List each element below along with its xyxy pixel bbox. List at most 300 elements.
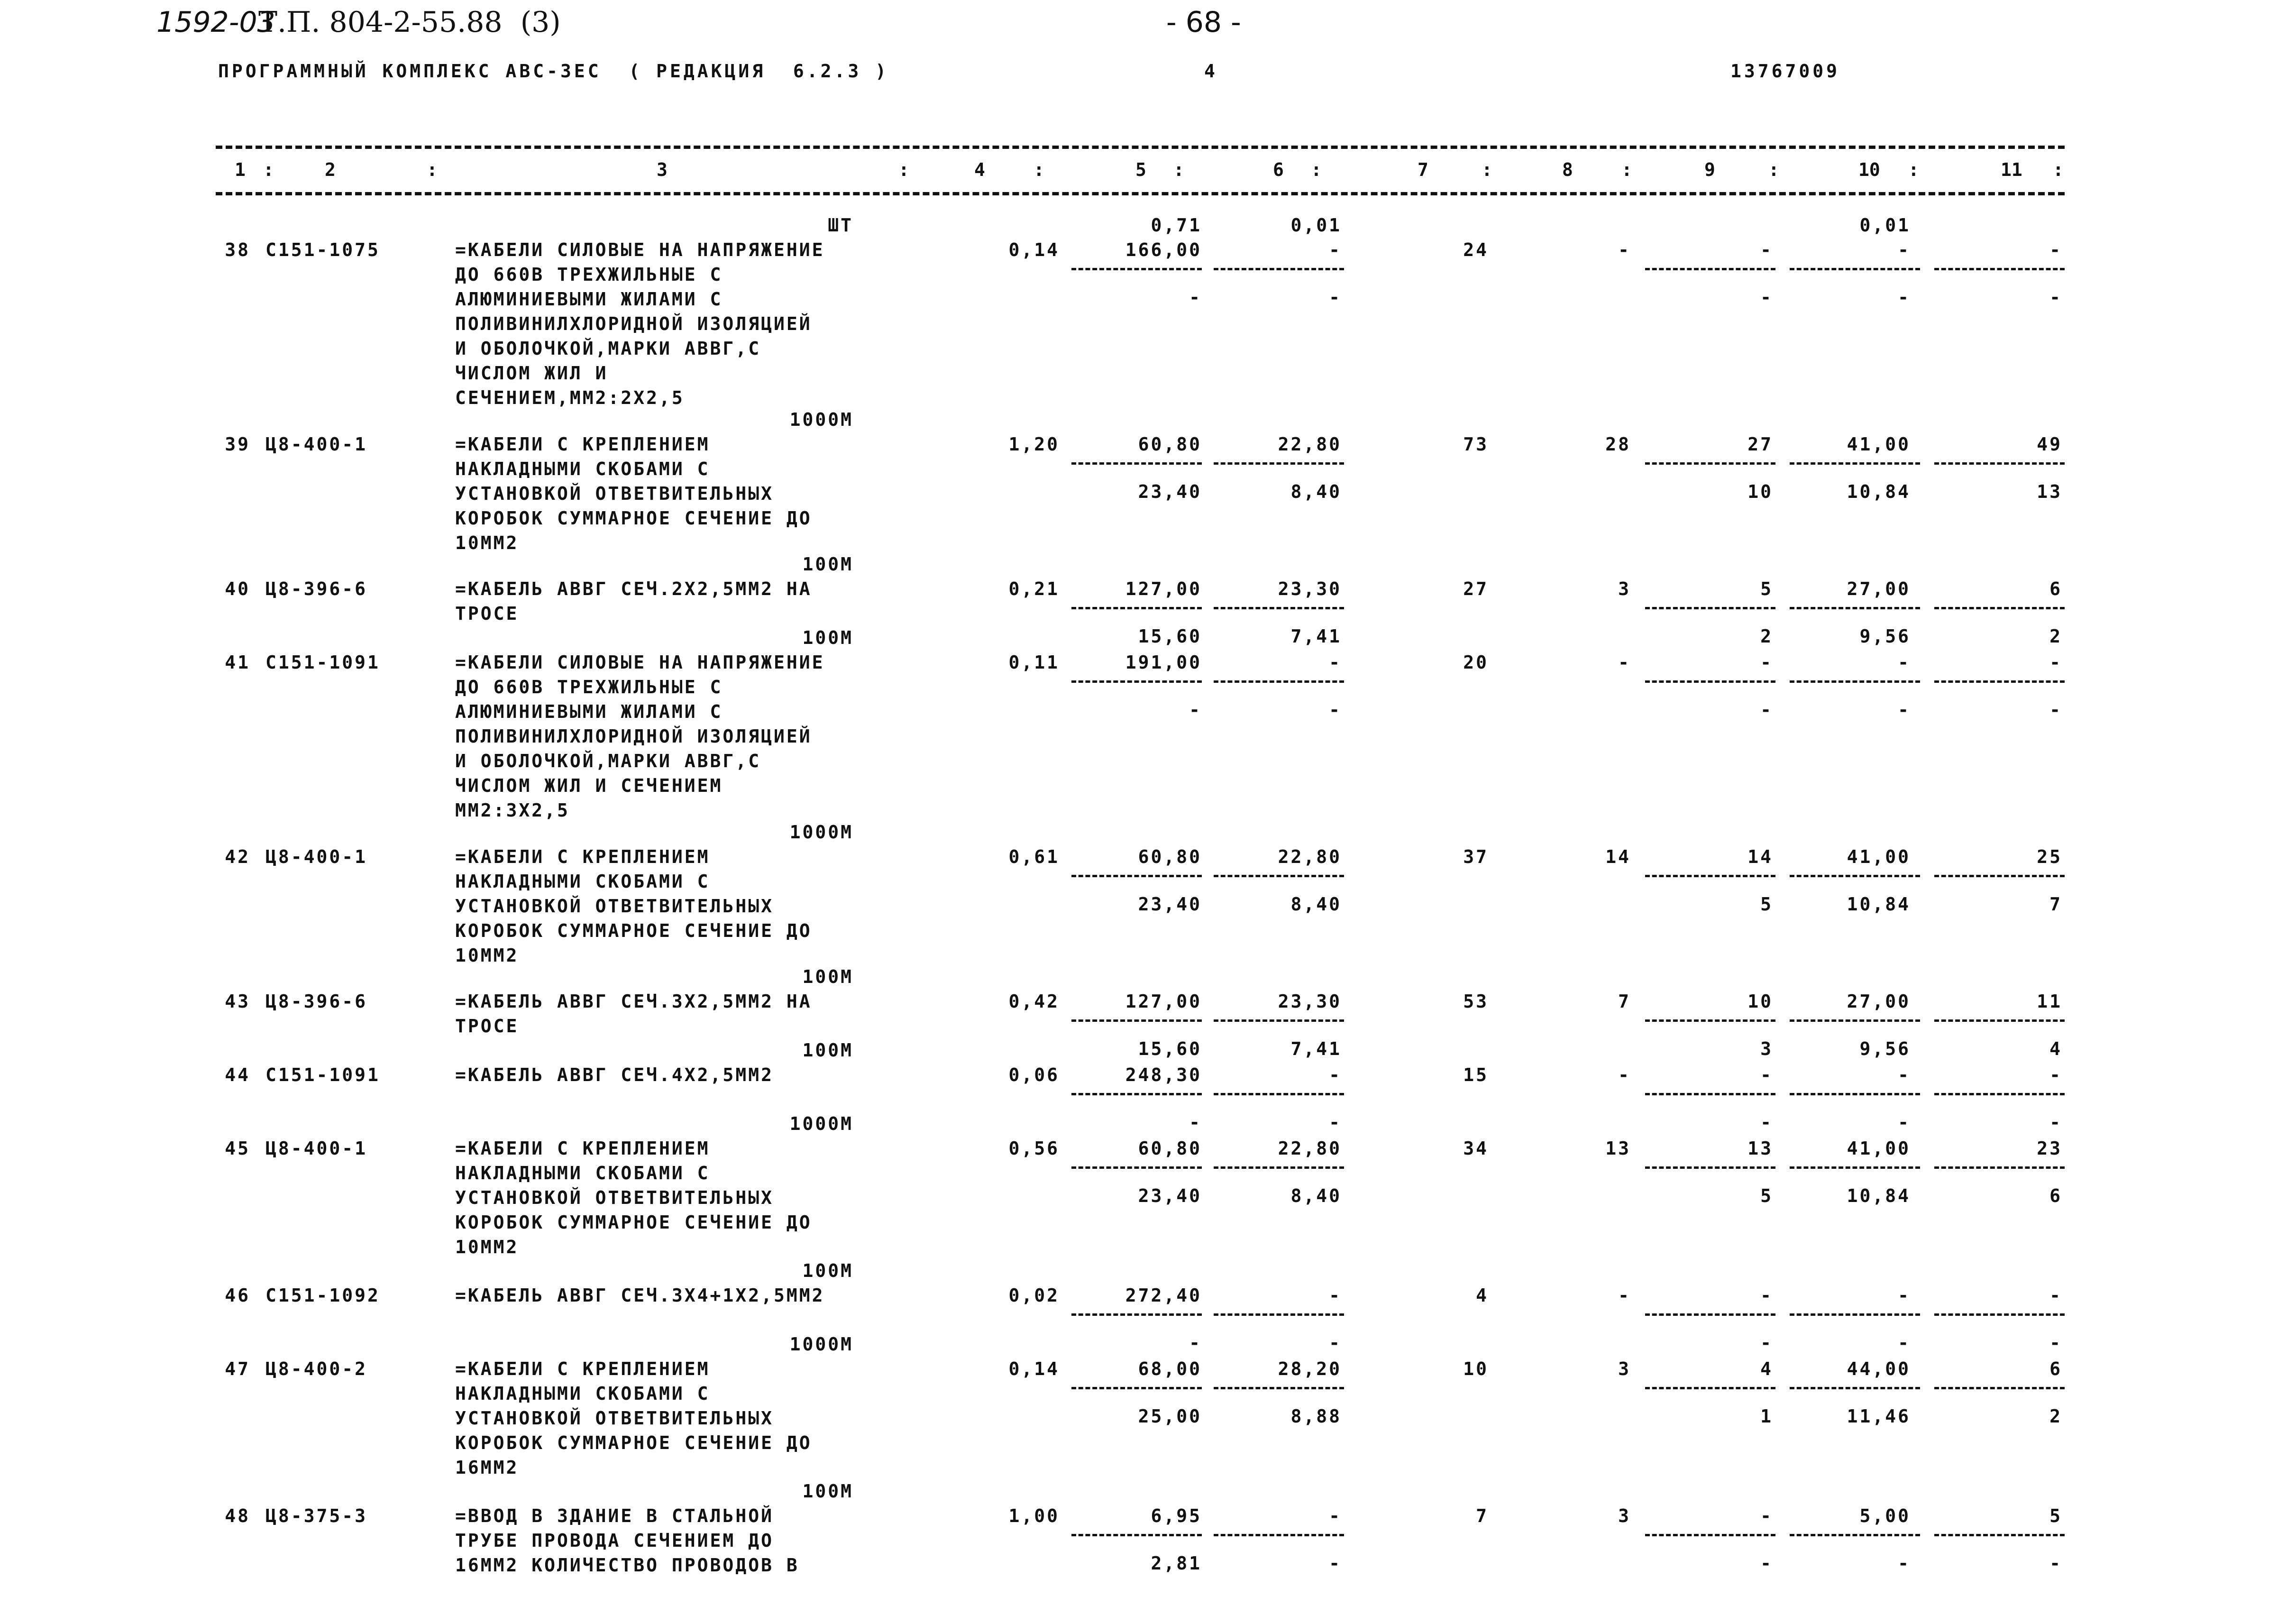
cell-col9-bottom: -: [1760, 699, 1773, 720]
column-header-4: 4: [974, 159, 985, 180]
item-description-line: =КАБЕЛЬ АВВГ СЕЧ.3Х2,5ММ2 НА: [455, 991, 812, 1012]
cell-col10: 5,00: [1859, 1505, 1911, 1526]
cell-col6: 22,80: [1278, 846, 1342, 867]
cell-col5-bottom: -: [1189, 1332, 1202, 1353]
subtotal-separator: [1645, 680, 1775, 683]
cell-col5: 60,80: [1138, 1138, 1202, 1159]
unit-of-measure: 100М: [802, 966, 853, 987]
row-number: 44: [225, 1064, 250, 1085]
cell-col9: -: [1760, 652, 1773, 673]
item-description-line: АЛЮМИНИЕВЫМИ ЖИЛАМИ С: [455, 701, 723, 722]
cell-col10-bottom: 9,56: [1859, 1038, 1911, 1059]
subtotal-separator: [1214, 607, 1344, 609]
cell-col9-bottom: 5: [1760, 1185, 1773, 1206]
cell-col4: 0,56: [1008, 1138, 1060, 1159]
subtotal-separator: [1790, 1093, 1920, 1095]
price-code: Ц8-400-1: [265, 846, 368, 867]
item-description-line: ТРОСЕ: [455, 603, 519, 624]
column-separator: :: [2053, 159, 2064, 180]
cell-col4: 0,11: [1008, 652, 1060, 673]
cell-col5-top: 0,71: [1151, 215, 1202, 236]
item-description-line: ТРУБЕ ПРОВОДА СЕЧЕНИЕМ ДО: [455, 1530, 774, 1551]
cell-col10-bottom: 9,56: [1859, 626, 1911, 647]
cell-col11: 49: [2037, 434, 2062, 455]
program-title: ПРОГРАММНЫЙ КОМПЛЕКС АВС-ЗЕС ( РЕДАКЦИЯ 6.2.3 ): [218, 61, 889, 82]
column-header-7: 7: [1418, 159, 1428, 180]
cell-col4: 1,00: [1008, 1505, 1060, 1526]
cell-col9: 27: [1747, 434, 1773, 455]
item-description-line: ММ2:3Х2,5: [455, 800, 570, 821]
item-description-line: 16ММ2 КОЛИЧЕСТВО ПРОВОДОВ В: [455, 1555, 799, 1576]
item-description-line: =КАБЕЛИ С КРЕПЛЕНИЕМ: [455, 1358, 710, 1379]
cell-col11-bottom: -: [2049, 1332, 2062, 1353]
cell-col6: 28,20: [1278, 1358, 1342, 1379]
cell-col11: 6: [2049, 1358, 2062, 1379]
cell-col6: -: [1329, 239, 1342, 260]
cell-col6: -: [1329, 1064, 1342, 1085]
cell-col6-bottom: 8,40: [1290, 894, 1342, 915]
subtotal-separator: [1071, 268, 1202, 270]
cell-col9: 5: [1760, 578, 1773, 599]
price-code: С151-1075: [265, 239, 380, 260]
subtotal-separator: [1071, 1093, 1202, 1095]
item-description-line: ДО 660В ТРЕХЖИЛЬНЫЕ С: [455, 677, 723, 697]
cell-col5-bottom: 15,60: [1138, 1038, 1202, 1059]
subtotal-separator: [1071, 462, 1202, 465]
cell-col8: 14: [1605, 846, 1631, 867]
item-description-line: УСТАНОВКОЙ ОТВЕТВИТЕЛЬНЫХ: [455, 896, 774, 917]
row-number: 40: [225, 578, 250, 599]
item-description-line: СЕЧЕНИЕМ,ММ2:2Х2,5: [455, 387, 685, 408]
subtotal-separator: [1934, 1387, 2065, 1389]
cell-col4: 0,02: [1008, 1285, 1060, 1306]
document-code: 1592-03: [156, 6, 275, 39]
cell-col10-bottom: -: [1898, 287, 1911, 308]
subtotal-separator: [1214, 268, 1344, 270]
cell-col5: 272,40: [1125, 1285, 1202, 1306]
item-description-line: ЧИСЛОМ ЖИЛ И: [455, 363, 608, 384]
cell-col5-bottom: -: [1189, 1112, 1202, 1133]
cell-col9: -: [1760, 1505, 1773, 1526]
cell-col6-bottom: -: [1329, 287, 1342, 308]
cell-col11-bottom: -: [2049, 699, 2062, 720]
subtotal-separator: [1645, 607, 1775, 609]
column-separator: :: [427, 159, 438, 180]
cell-col8: -: [1618, 1285, 1631, 1306]
column-header-10: 10: [1858, 159, 1880, 180]
subtotal-separator: [1790, 680, 1920, 683]
item-description-line: И ОБОЛОЧКОЙ,МАРКИ АВВГ,С: [455, 338, 761, 359]
cell-col5-bottom: 2,81: [1151, 1553, 1202, 1574]
subtotal-separator: [1934, 1313, 2065, 1316]
subtotal-separator: [1934, 875, 2065, 877]
item-description-line: НАКЛАДНЫМИ СКОБАМИ С: [455, 1163, 710, 1184]
column-separator: :: [263, 159, 274, 180]
item-description-line: НАКЛАДНЫМИ СКОБАМИ С: [455, 871, 710, 892]
cell-col9: -: [1760, 1064, 1773, 1085]
column-header-3: 3: [657, 159, 668, 180]
sheet-number: 4: [1204, 61, 1215, 82]
cell-col8: 3: [1618, 1505, 1631, 1526]
cell-col11-bottom: 13: [2037, 481, 2062, 502]
subtotal-separator: [1934, 1093, 2065, 1095]
column-separator: :: [1311, 159, 1322, 180]
cell-col4: 0,21: [1008, 578, 1060, 599]
cell-col11: -: [2049, 1285, 2062, 1306]
item-description-line: =КАБЕЛИ С КРЕПЛЕНИЕМ: [455, 1138, 710, 1159]
cell-col7: 34: [1463, 1138, 1489, 1159]
cell-col6: -: [1329, 1505, 1342, 1526]
cell-col9: 10: [1747, 991, 1773, 1012]
subtotal-separator: [1934, 462, 2065, 465]
subtotal-separator: [1790, 1534, 1920, 1536]
subtotal-separator: [1934, 1534, 2065, 1536]
cell-col6: 22,80: [1278, 1138, 1342, 1159]
cell-col10: 27,00: [1847, 991, 1911, 1012]
cell-col6-bottom: 8,40: [1290, 481, 1342, 502]
cell-col8: 13: [1605, 1138, 1631, 1159]
cell-col9-bottom: 5: [1760, 894, 1773, 915]
cell-col5-bottom: 23,40: [1138, 894, 1202, 915]
row-number: 46: [225, 1285, 250, 1306]
subtotal-separator: [1214, 1019, 1344, 1022]
subtotal-separator: [1645, 1019, 1775, 1022]
cell-col8: -: [1618, 1064, 1631, 1085]
cell-col11-bottom: -: [2049, 1112, 2062, 1133]
cell-col11: 6: [2049, 578, 2062, 599]
price-code: Ц8-400-2: [265, 1358, 368, 1379]
column-header-1: 1: [235, 159, 246, 180]
cell-col6-bottom: 7,41: [1290, 626, 1342, 647]
subtotal-separator: [1934, 607, 2065, 609]
subtotal-separator: [1214, 875, 1344, 877]
subtotal-separator: [1790, 1313, 1920, 1316]
cell-col11-bottom: 2: [2049, 626, 2062, 647]
price-code: Ц8-400-1: [265, 434, 368, 455]
cell-col11: 23: [2037, 1138, 2062, 1159]
unit-of-measure: ШТ: [828, 215, 853, 236]
cell-col4: 0,42: [1008, 991, 1060, 1012]
cell-col9: 14: [1747, 846, 1773, 867]
cell-col11: -: [2049, 239, 2062, 260]
subtotal-separator: [1214, 680, 1344, 683]
cell-col11-bottom: -: [2049, 287, 2062, 308]
subtotal-separator: [1934, 680, 2065, 683]
cell-col5: 60,80: [1138, 846, 1202, 867]
cell-col10: -: [1898, 1064, 1911, 1085]
unit-of-measure: 100М: [802, 1481, 853, 1502]
cell-col7: 20: [1463, 652, 1489, 673]
subtotal-separator: [1645, 875, 1775, 877]
cell-col7: 10: [1463, 1358, 1489, 1379]
cell-col6-bottom: 8,40: [1290, 1185, 1342, 1206]
unit-of-measure: 100М: [802, 1260, 853, 1281]
item-description-line: ПОЛИВИНИЛХЛОРИДНОЙ ИЗОЛЯЦИЕЙ: [455, 313, 812, 334]
row-number: 48: [225, 1505, 250, 1526]
cell-col7: 73: [1463, 434, 1489, 455]
unit-of-measure: 1000М: [789, 1113, 853, 1134]
cell-col11-bottom: 2: [2049, 1406, 2062, 1427]
cell-col11: -: [2049, 652, 2062, 673]
row-number: 38: [225, 239, 250, 260]
cell-col10: 41,00: [1847, 1138, 1911, 1159]
subtotal-separator: [1790, 875, 1920, 877]
item-description-line: =КАБЕЛИ С КРЕПЛЕНИЕМ: [455, 434, 710, 455]
subtotal-separator: [1071, 1166, 1202, 1169]
cell-col6-top: 0,01: [1290, 215, 1342, 236]
subtotal-separator: [1645, 1534, 1775, 1536]
column-separator: :: [1173, 159, 1184, 180]
cell-col7: 37: [1463, 846, 1489, 867]
cell-col10-bottom: 10,84: [1847, 1185, 1911, 1206]
subtotal-separator: [1790, 462, 1920, 465]
item-description-line: АЛЮМИНИЕВЫМИ ЖИЛАМИ С: [455, 289, 723, 310]
cell-col10: 41,00: [1847, 846, 1911, 867]
item-description-line: ТРОСЕ: [455, 1016, 519, 1037]
item-description-line: КОРОБОК СУММАРНОЕ СЕЧЕНИЕ ДО: [455, 1432, 812, 1453]
row-number: 43: [225, 991, 250, 1012]
cell-col10: -: [1898, 1285, 1911, 1306]
subtotal-separator: [1071, 875, 1202, 877]
unit-of-measure: 100М: [802, 554, 853, 575]
column-header-11: 11: [2001, 159, 2022, 180]
subtotal-separator: [1645, 1093, 1775, 1095]
price-code: Ц8-375-3: [265, 1505, 368, 1526]
price-code: С151-1092: [265, 1285, 380, 1306]
cell-col6-bottom: 8,88: [1290, 1406, 1342, 1427]
subtotal-separator: [1645, 1387, 1775, 1389]
table-top-rule: [216, 146, 2065, 149]
subtotal-separator: [1214, 1166, 1344, 1169]
cell-col5: 127,00: [1125, 991, 1202, 1012]
item-description-line: ЧИСЛОМ ЖИЛ И СЕЧЕНИЕМ: [455, 775, 723, 796]
unit-of-measure: 1000М: [789, 822, 853, 843]
cell-col5-bottom: 15,60: [1138, 626, 1202, 647]
cell-col4: 0,14: [1008, 239, 1060, 260]
cell-col11-bottom: 4: [2049, 1038, 2062, 1059]
cell-col6-bottom: 7,41: [1290, 1038, 1342, 1059]
cell-col11-bottom: -: [2049, 1553, 2062, 1574]
cell-col11-bottom: 6: [2049, 1185, 2062, 1206]
cell-col9: 4: [1760, 1358, 1773, 1379]
cell-col8: -: [1618, 652, 1631, 673]
row-number: 45: [225, 1138, 250, 1159]
subtotal-separator: [1645, 1313, 1775, 1316]
cell-col5-bottom: 25,00: [1138, 1406, 1202, 1427]
price-code: Ц8-400-1: [265, 1138, 368, 1159]
cell-col5-bottom: 23,40: [1138, 1185, 1202, 1206]
subtotal-separator: [1214, 462, 1344, 465]
cell-col4: 0,61: [1008, 846, 1060, 867]
cell-col10-bottom: -: [1898, 699, 1911, 720]
cell-col5: 60,80: [1138, 434, 1202, 455]
unit-of-measure: 1000М: [789, 409, 853, 430]
item-description-line: =КАБЕЛИ СИЛОВЫЕ НА НАПРЯЖЕНИЕ: [455, 652, 825, 673]
cell-col9-bottom: 3: [1760, 1038, 1773, 1059]
item-description-line: И ОБОЛОЧКОЙ,МАРКИ АВВГ,С: [455, 751, 761, 771]
item-description-line: =КАБЕЛЬ АВВГ СЕЧ.4Х2,5ММ2: [455, 1064, 774, 1085]
price-code: Ц8-396-6: [265, 991, 368, 1012]
unit-of-measure: 1000М: [789, 1334, 853, 1355]
subtotal-separator: [1790, 1387, 1920, 1389]
column-separator: :: [1768, 159, 1779, 180]
cell-col4: 0,14: [1008, 1358, 1060, 1379]
column-separator: :: [898, 159, 909, 180]
cell-col11: 11: [2037, 991, 2062, 1012]
cell-col5: 191,00: [1125, 652, 1202, 673]
cell-col10-bottom: -: [1898, 1332, 1911, 1353]
price-code: С151-1091: [265, 652, 380, 673]
cell-col11-bottom: 7: [2049, 894, 2062, 915]
item-description-line: 10ММ2: [455, 532, 519, 553]
subtotal-separator: [1071, 680, 1202, 683]
item-description-line: 16ММ2: [455, 1457, 519, 1478]
document-reference: Т.П. 804-2-55.88 (3): [258, 6, 561, 39]
column-separator: :: [1908, 159, 1919, 180]
item-description-line: ДО 660В ТРЕХЖИЛЬНЫЕ С: [455, 264, 723, 285]
cell-col10: -: [1898, 239, 1911, 260]
cell-col6-bottom: -: [1329, 1112, 1342, 1133]
price-code: Ц8-396-6: [265, 578, 368, 599]
cell-col7: 24: [1463, 239, 1489, 260]
item-description-line: =ВВОД В ЗДАНИЕ В СТАЛЬНОЙ: [455, 1505, 774, 1526]
subtotal-separator: [1071, 1387, 1202, 1389]
subtotal-separator: [1071, 1313, 1202, 1316]
cell-col6-bottom: -: [1329, 1553, 1342, 1574]
item-description-line: НАКЛАДНЫМИ СКОБАМИ С: [455, 459, 710, 479]
item-description-line: =КАБЕЛИ СИЛОВЫЕ НА НАПРЯЖЕНИЕ: [455, 239, 825, 260]
cell-col8: 3: [1618, 578, 1631, 599]
subtotal-separator: [1934, 1166, 2065, 1169]
cell-col9-bottom: 2: [1760, 626, 1773, 647]
cell-col9-bottom: 10: [1747, 481, 1773, 502]
column-separator: :: [1482, 159, 1492, 180]
item-description-line: =КАБЕЛЬ АВВГ СЕЧ.2Х2,5ММ2 НА: [455, 578, 812, 599]
subtotal-separator: [1214, 1313, 1344, 1316]
unit-of-measure: 100М: [802, 627, 853, 648]
item-description-line: УСТАНОВКОЙ ОТВЕТВИТЕЛЬНЫХ: [455, 483, 774, 504]
subtotal-separator: [1934, 268, 2065, 270]
subtotal-separator: [1645, 462, 1775, 465]
item-description-line: УСТАНОВКОЙ ОТВЕТВИТЕЛЬНЫХ: [455, 1187, 774, 1208]
cell-col8: 7: [1618, 991, 1631, 1012]
cell-col10: 41,00: [1847, 434, 1911, 455]
cell-col9-bottom: -: [1760, 287, 1773, 308]
item-description-line: КОРОБОК СУММАРНОЕ СЕЧЕНИЕ ДО: [455, 920, 812, 941]
cell-col7: 15: [1463, 1064, 1489, 1085]
cell-col6: 22,80: [1278, 434, 1342, 455]
item-description-line: 10ММ2: [455, 1237, 519, 1257]
cell-col7: 7: [1476, 1505, 1489, 1526]
cell-col5: 68,00: [1138, 1358, 1202, 1379]
item-description-line: УСТАНОВКОЙ ОТВЕТВИТЕЛЬНЫХ: [455, 1408, 774, 1429]
cell-col9-bottom: -: [1760, 1553, 1773, 1574]
cell-col10: 44,00: [1847, 1358, 1911, 1379]
cell-col6: 23,30: [1278, 991, 1342, 1012]
subtotal-separator: [1071, 1534, 1202, 1536]
row-number: 39: [225, 434, 250, 455]
subtotal-separator: [1071, 607, 1202, 609]
item-description-line: КОРОБОК СУММАРНОЕ СЕЧЕНИЕ ДО: [455, 1212, 812, 1233]
column-separator: :: [1621, 159, 1632, 180]
cell-col7: 27: [1463, 578, 1489, 599]
cell-col8: 3: [1618, 1358, 1631, 1379]
cell-col6-bottom: -: [1329, 699, 1342, 720]
item-description-line: =КАБЕЛЬ АВВГ СЕЧ.3Х4+1Х2,5ММ2: [455, 1285, 825, 1306]
item-description-line: КОРОБОК СУММАРНОЕ СЕЧЕНИЕ ДО: [455, 508, 812, 529]
cell-col10: -: [1898, 652, 1911, 673]
subtotal-separator: [1071, 1019, 1202, 1022]
subtotal-separator: [1790, 1019, 1920, 1022]
cell-col4: 0,06: [1008, 1064, 1060, 1085]
cell-col9: -: [1760, 1285, 1773, 1306]
unit-of-measure: 100М: [802, 1040, 853, 1061]
cell-col9: -: [1760, 239, 1773, 260]
subtotal-separator: [1645, 1166, 1775, 1169]
cell-col9-bottom: 1: [1760, 1406, 1773, 1427]
cell-col11: -: [2049, 1064, 2062, 1085]
cell-col5-bottom: 23,40: [1138, 481, 1202, 502]
subtotal-separator: [1790, 607, 1920, 609]
cell-col9: 13: [1747, 1138, 1773, 1159]
cell-col11: 5: [2049, 1505, 2062, 1526]
subtotal-separator: [1934, 1019, 2065, 1022]
column-header-8: 8: [1562, 159, 1573, 180]
column-header-9: 9: [1704, 159, 1715, 180]
column-separator: :: [1034, 159, 1044, 180]
page-number: - 68 -: [1166, 6, 1241, 39]
subtotal-separator: [1790, 268, 1920, 270]
cell-col6-bottom: -: [1329, 1332, 1342, 1353]
cell-col10-bottom: 10,84: [1847, 481, 1911, 502]
subtotal-separator: [1214, 1387, 1344, 1389]
cell-col10: 27,00: [1847, 578, 1911, 599]
cell-col9-bottom: -: [1760, 1112, 1773, 1133]
subtotal-separator: [1645, 268, 1775, 270]
item-description-line: =КАБЕЛИ С КРЕПЛЕНИЕМ: [455, 846, 710, 867]
cell-col10-bottom: 10,84: [1847, 894, 1911, 915]
table-header-rule: [216, 192, 2065, 195]
item-description-line: ПОЛИВИНИЛХЛОРИДНОЙ ИЗОЛЯЦИЕЙ: [455, 726, 812, 747]
cell-col8: 28: [1605, 434, 1631, 455]
cell-col5: 127,00: [1125, 578, 1202, 599]
cell-col6: -: [1329, 1285, 1342, 1306]
row-number: 47: [225, 1358, 250, 1379]
cell-col10-bottom: -: [1898, 1112, 1911, 1133]
cell-col10-bottom: -: [1898, 1553, 1911, 1574]
column-header-6: 6: [1273, 159, 1284, 180]
column-header-2: 2: [325, 159, 336, 180]
cell-col7: 4: [1476, 1285, 1489, 1306]
price-code: С151-1091: [265, 1064, 380, 1085]
subtotal-separator: [1790, 1166, 1920, 1169]
cell-col10-top: 0,01: [1859, 215, 1911, 236]
document-number: 13767009: [1730, 61, 1840, 82]
cell-col5: 166,00: [1125, 239, 1202, 260]
cell-col11: 25: [2037, 846, 2062, 867]
cell-col6: 23,30: [1278, 578, 1342, 599]
cell-col5-bottom: -: [1189, 699, 1202, 720]
cell-col6: -: [1329, 652, 1342, 673]
item-description-line: 10ММ2: [455, 945, 519, 966]
cell-col9-bottom: -: [1760, 1332, 1773, 1353]
item-description-line: НАКЛАДНЫМИ СКОБАМИ С: [455, 1383, 710, 1404]
row-number: 41: [225, 652, 250, 673]
cell-col4: 1,20: [1008, 434, 1060, 455]
cell-col5-bottom: -: [1189, 287, 1202, 308]
cell-col8: -: [1618, 239, 1631, 260]
cell-col5: 6,95: [1151, 1505, 1202, 1526]
